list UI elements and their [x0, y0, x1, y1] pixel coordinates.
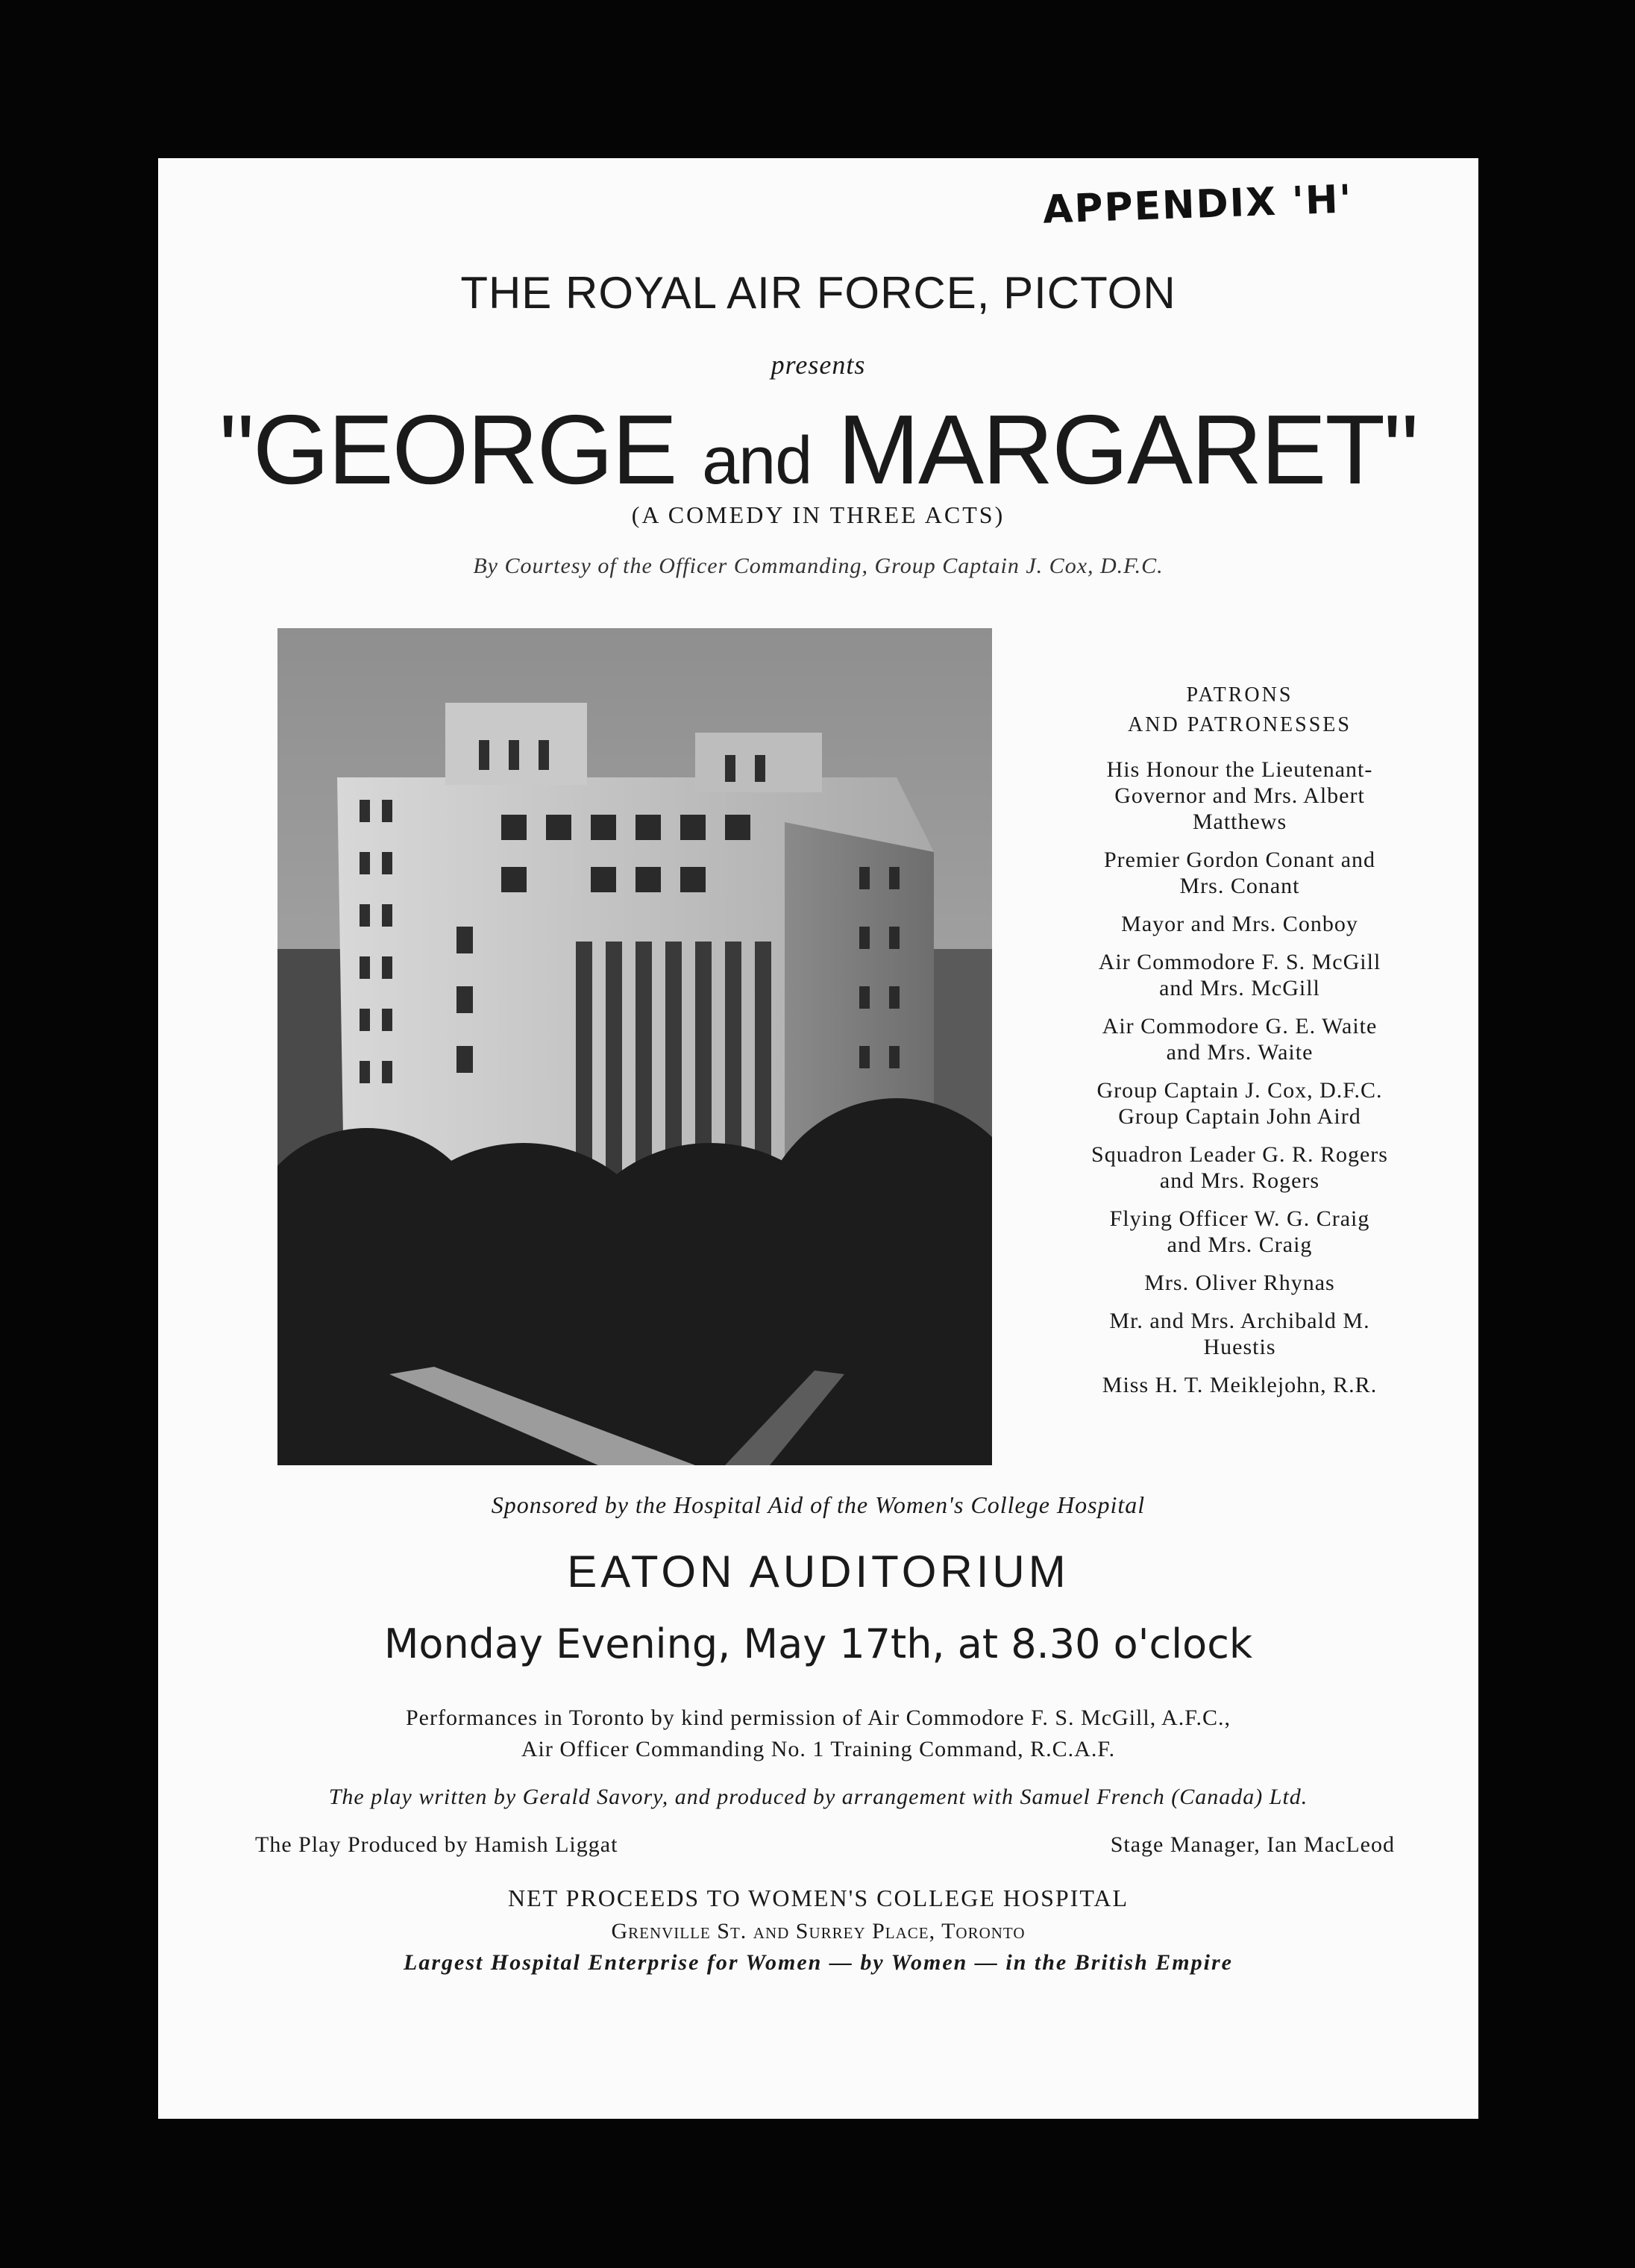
patron-line: and Mrs. McGill: [1159, 976, 1320, 1000]
title-margaret: MARGARET": [837, 395, 1417, 504]
patron-entry: [1008, 756, 1471, 835]
patron-line: Group Captain J. Cox, D.F.C.: [1096, 1078, 1383, 1103]
play-subtitle: (A COMEDY IN THREE ACTS): [631, 501, 1005, 528]
organization-heading: THE ROYAL AIR FORCE, PICTON: [460, 268, 1176, 318]
patron-entry: [1008, 1308, 1471, 1360]
patron-line: Mrs. Conant: [1179, 874, 1300, 898]
patron-entry: [1008, 1372, 1471, 1398]
patron-line: Mayor and Mrs. Conboy: [1121, 912, 1358, 936]
patron-line: Miss H. T. Meiklejohn, R.R.: [1102, 1373, 1378, 1397]
hospital-tagline: Largest Hospital Enterprise for Women — by Women — in the British Empire: [404, 1950, 1233, 1975]
stage-manager-credit: Stage Manager, Ian MacLeod: [1110, 1832, 1395, 1857]
patron-entry: [1008, 949, 1471, 1001]
patron-line: His Honour the Lieutenant-: [1106, 757, 1373, 782]
program-page: [158, 158, 1478, 2119]
patron-line: Huestis: [1203, 1335, 1276, 1359]
patron-entry: [1008, 911, 1471, 937]
patron-entry: [1008, 1141, 1471, 1194]
title-and: and: [702, 424, 812, 498]
presents-label: presents: [771, 350, 866, 380]
patron-line: Mr. and Mrs. Archibald M.: [1109, 1309, 1370, 1333]
produced-by-credit: The Play Produced by Hamish Liggat: [255, 1832, 618, 1857]
patrons-list: [1008, 680, 1471, 1410]
patron-entry: [1008, 1077, 1471, 1130]
patron-line: Governor and Mrs. Albert: [1114, 783, 1365, 808]
patron-line: Squadron Leader G. R. Rogers: [1091, 1142, 1388, 1167]
handwritten-annotation: APPENDIX 'H': [1042, 177, 1354, 233]
patron-entry: [1008, 847, 1471, 899]
patron-line: Air Commodore F. S. McGill: [1098, 950, 1381, 974]
patron-line: and Mrs. Waite: [1166, 1040, 1314, 1065]
patron-line: Air Commodore G. E. Waite: [1102, 1014, 1378, 1039]
venue-heading: EATON AUDITORIUM: [567, 1547, 1070, 1597]
play-title: [158, 393, 1478, 506]
patron-line: Mrs. Oliver Rhynas: [1144, 1271, 1335, 1295]
courtesy-line: By Courtesy of the Officer Commanding, Group Captain J. Cox, D.F.C.: [473, 554, 1164, 578]
event-date: Monday Evening, May 17th, at 8.30 o'clock: [383, 1620, 1253, 1667]
proceeds-heading: NET PROCEEDS TO WOMEN'S COLLEGE HOSPITAL: [508, 1885, 1129, 1911]
patrons-heading-1: PATRONS: [1186, 683, 1293, 707]
patron-line: and Mrs. Rogers: [1159, 1168, 1320, 1193]
written-by-line: The play written by Gerald Savory, and produced by arrangement with Samuel French (Canada) Ltd.: [328, 1785, 1308, 1809]
permission-line: Air Officer Commanding No. 1 Training Command, R.C.A.F.: [521, 1737, 1116, 1761]
permission-line: Performances in Toronto by kind permission of Air Commodore F. S. McGill, A.F.C.,: [405, 1705, 1231, 1730]
hospital-building-photo: [277, 628, 992, 1465]
patrons-heading-2: AND PATRONESSES: [1128, 713, 1352, 736]
title-george: "GEORGE: [219, 395, 677, 504]
patron-line: and Mrs. Craig: [1167, 1232, 1313, 1257]
patron-entry: [1008, 1270, 1471, 1296]
patron-entry: [1008, 1206, 1471, 1258]
patron-line: Flying Officer W. G. Craig: [1109, 1206, 1370, 1231]
patron-entry: [1008, 1013, 1471, 1065]
building-illustration: [277, 628, 992, 1465]
sponsor-line: Sponsored by the Hospital Aid of the Women's College Hospital: [491, 1491, 1146, 1518]
patron-line: Matthews: [1192, 809, 1287, 834]
patron-line: Group Captain John Aird: [1118, 1104, 1361, 1129]
hospital-address: Grenville St. and Surrey Place, Toronto: [611, 1919, 1026, 1943]
permission-note: [158, 1702, 1478, 1765]
patron-line: Premier Gordon Conant and: [1103, 848, 1376, 872]
